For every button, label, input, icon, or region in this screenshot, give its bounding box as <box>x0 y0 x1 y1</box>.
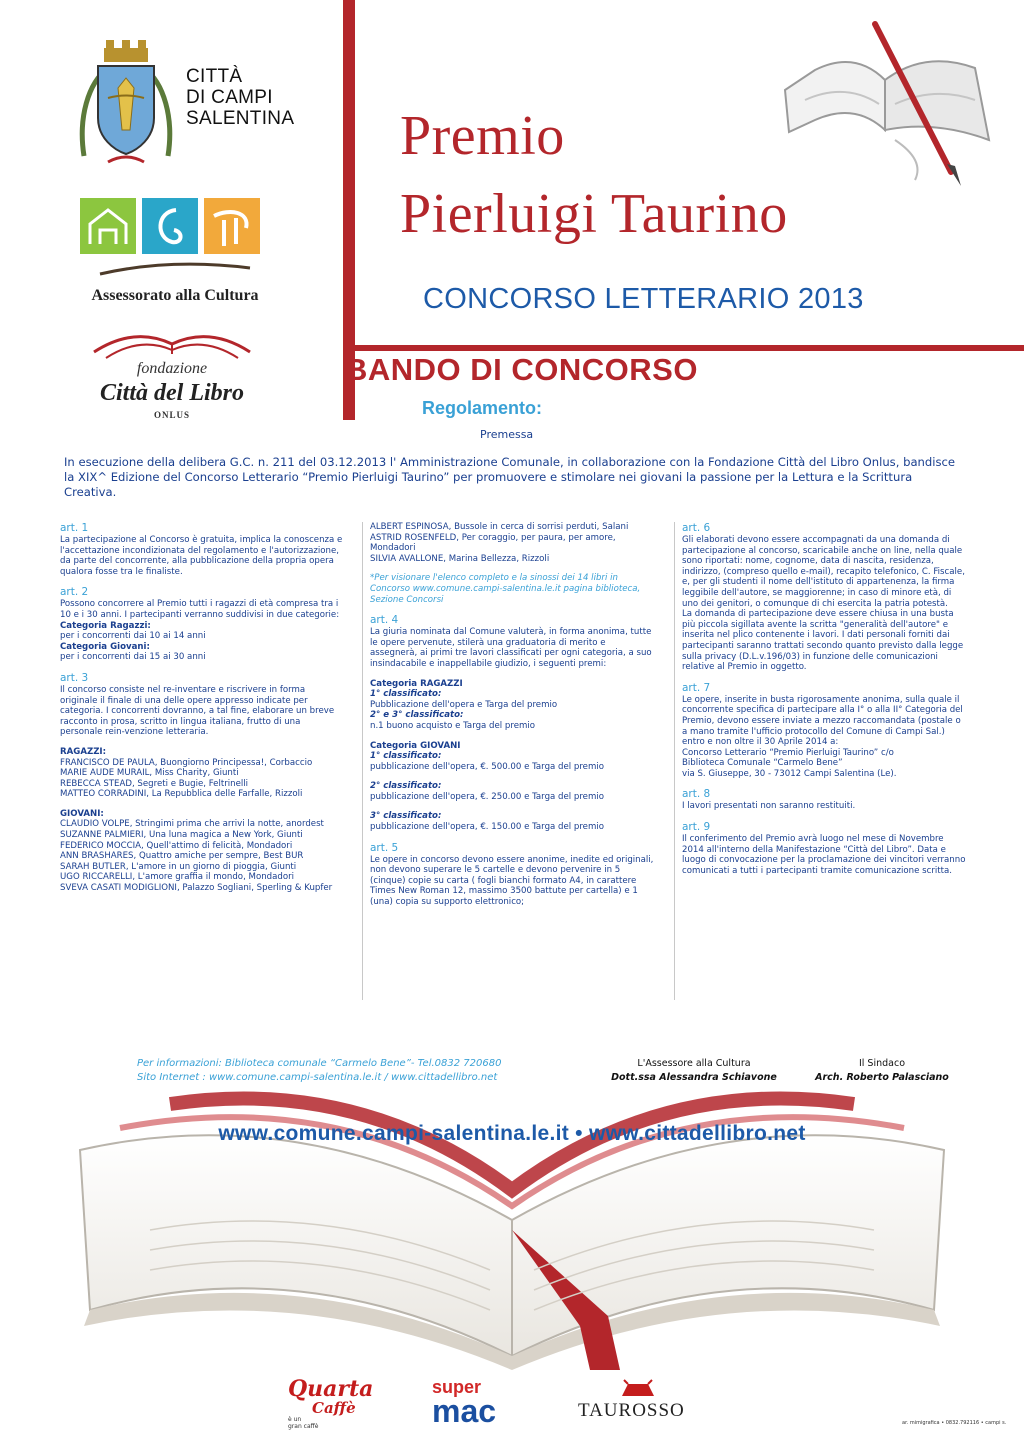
art1-heading: art. 1 <box>60 522 89 534</box>
book-item: ANN BRASHARES, Quattro amiche per sempre, Best BUR <box>60 851 304 862</box>
art7-heading: art. 7 <box>682 681 711 694</box>
address-line: Concorso Letterario “Premio Pierluigi Taurino” c/o <box>682 747 894 758</box>
contest-subtitle: CONCORSO LETTERARIO 2013 <box>423 283 864 315</box>
sindaco-signature: Il Sindaco Arch. Roberto Palasciano <box>815 1058 949 1083</box>
prize-heading: 1° classificato: <box>370 689 442 700</box>
art6-text-2: La domanda di partecipazione deve essere chiusa in una busta più piccola sigillata avente la scritta "generalità dell'autore" e inserita nel plico contenente i lavori. I dati personali forniti dai partecipanti saranno trattati secondo quanto previsto dalla legge sulla privacy (D.L.v.196/03) in funzione delle comunicazioni relative al Premio in oggetto. <box>682 609 964 673</box>
book-item: SILVIA AVALLONE, Marina Bellezza, Rizzoli <box>370 553 550 564</box>
cat-ragazzi-text: per i concorrenti dai 10 ai 14 anni <box>60 631 206 642</box>
art6-text: Gli elaborati devono essere accompagnati da una domanda di partecipazione al concorso, scaricabile anche on line, nella quale sono riportati: nome, cognome, data di nascita, residenza, indirizzo, (compreso quello e-mail), recapito telefonico, C. Fiscale, e, per gli studenti il nome dell'istituto di appartenenza, la firma leggibile dell'autore, se maggiorenne; in caso di minore età, di uno dei genitori, o comunque di chi esercita la patria potestà. <box>682 535 965 609</box>
book-item: SARAH BUTLER, L'amore in un giorno di pioggia, Giunti <box>60 861 297 872</box>
book-quill-icon <box>775 20 995 190</box>
column-separator <box>362 522 363 1000</box>
regolamento-heading: Regolamento: <box>422 398 543 418</box>
ragazzi-heading: RAGAZZI: <box>60 746 107 757</box>
book-item: MARIE AUDE MURAIL, Miss Charity, Giunti <box>60 768 239 779</box>
books-note: *Per visionare l'elenco completo e la sinossi dei 14 libri in Concorso www.comune.campi-salentina.le.it pagina biblioteca, Sezione Concorsi <box>370 573 641 605</box>
art1-text: La partecipazione al Concorso è gratuita, implica la conoscenza e l'accettazione incondizionata del regolamento e l'autorizzazione, da parte del concorrente, alla pubblicazione della propria opera qualora fosse tra le finaliste. <box>60 535 343 577</box>
art3-heading: art. 3 <box>60 671 89 684</box>
cat-giovani-label: Categoria Giovani: <box>60 641 150 652</box>
printer-credit: ar. mimigrafica • 0832.792116 • campi s. <box>902 1420 1007 1426</box>
fondazione-name: Città del Libro <box>100 380 244 406</box>
book-item: MATTEO CORRADINI, La Repubblica delle Farfalle, Rizzoli <box>60 789 303 800</box>
column-1 <box>60 522 345 894</box>
cat-giovani-text: per i concorrenti dai 15 ai 30 anni <box>60 652 206 663</box>
book-item: SVEVA CASATI MODIGLIONI, Palazzo Sogliani, Sperling & Kupfer <box>60 883 333 894</box>
art4-heading: art. 4 <box>370 614 399 627</box>
fondazione-onlus: ONLUS <box>153 410 190 420</box>
premessa-heading: Premessa <box>480 428 534 441</box>
address-line: Biblioteca Comunale “Carmelo Bene” <box>682 758 843 769</box>
cat-ragazzi-prizes: Categoria RAGAZZI <box>370 678 463 689</box>
cat-giovani-prizes: Categoria GIOVANI <box>370 740 461 751</box>
prize-heading: 1° classificato: <box>370 751 442 762</box>
assessorato-logo-icon <box>80 198 260 282</box>
assessorato-label: Assessorato alla Cultura <box>91 287 259 304</box>
art5-heading: art. 5 <box>370 841 399 854</box>
address-line: via S. Giuseppe, 30 - 73012 Campi Salentina (Le). <box>682 768 897 779</box>
art3-text: Il concorso consiste nel re-inventare e riscrivere in forma originale il finale di una delle opere appresso indicate per categoria. I concorrenti dovranno, a tal fine, elaborare un breve racconto in prosa, scritto in lingua italiana, frutto di una personale rein-venzione letteraria. <box>60 684 335 738</box>
prize-heading: 2° e 3° classificato: <box>370 710 464 721</box>
website-banner[interactable]: www.comune.campi-salentina.le.it • www.cittadellibro.net <box>218 1122 806 1145</box>
book-item: ASTRID ROSENFELD, Per coraggio, per paura, per amore, Mondadori <box>370 532 616 554</box>
title-line1: Premio <box>400 105 565 167</box>
info-block <box>137 1057 501 1085</box>
art8-text: I lavori presentati non saranno restituiti. <box>682 801 856 812</box>
book-item: UGO RICCARELLI, L'amore graffia il mondo, Mondadori <box>60 872 295 883</box>
info-line: Per informazioni: Biblioteca comunale “Carmelo Bene”- Tel.0832 720680 <box>137 1058 502 1069</box>
prize-text: pubblicazione dell'opera, €. 250.00 e Targa del premio <box>370 791 604 802</box>
art9-heading: art. 9 <box>682 821 711 834</box>
quarta-logo: Quarta Caffè è un gran caffè <box>288 1376 374 1430</box>
red-horizontal-bar <box>343 345 1024 351</box>
book-item: FEDERICO MOCCIA, Quell'attimo di felicità, Mondadori <box>60 840 293 851</box>
prize-text: pubblicazione dell'opera, €. 150.00 e Targa del premio <box>370 822 604 833</box>
fondazione-small-label: fondazione <box>136 360 208 377</box>
city-name: CITTÀ DI CAMPI SALENTINA <box>186 66 295 129</box>
art9-text: Il conferimento del Premio avrà luogo nel mese di Novembre 2014 all'interno della Manifestazione “Città del Libro”. Data e luogo di convocazione per la proclamazione dei vincitori verranno comunicati a tutti i partecipanti tramite comunicazione scritta. <box>682 834 966 876</box>
art6-heading: art. 6 <box>682 522 711 534</box>
art7-text: Le opere, inserite in busta rigorosamente anonima, sulla quale il concorrente specifica di partecipare alla I° o alla II° Categoria del Premio, devono essere inviate a mezzo raccomandata (postale o a mano tramite l'ufficio protocollo del Comune di Campi Sal.) entro e non oltre il 30 Aprile 2014 a: <box>682 694 963 748</box>
giovani-heading: GIOVANI: <box>60 808 104 819</box>
title-line2: Pierluigi Taurino <box>400 183 788 245</box>
assessore-signature: L'Assessore alla Cultura Dott.ssa Alessandra Schiavone <box>611 1058 777 1083</box>
cat-ragazzi-label: Categoria Ragazzi: <box>60 620 151 631</box>
prize-text: Pubblicazione dell'opera e Targa del premio <box>370 699 558 710</box>
art5-text: Le opere in concorso devono essere anonime, inedite ed originali, non devono superare le 5 cartelle e devono pervenire in 5 (cinque) copie su carta ( fogli bianchi formato A4, in carattere Times New Roman 12, massimo 3500 battute per cartella) e 1 (una) copia su supporto elettronico; <box>370 854 654 908</box>
prize-heading: 2° classificato: <box>370 781 442 792</box>
taurosso-bull-icon <box>618 1378 658 1400</box>
art2-text: Possono concorrere al Premio tutti i ragazzi di età compresa tra i 10 e i 30 anni. I partecipanti verranno suddivisi in due categorie: <box>60 599 340 620</box>
art4-text: La giuria nominata dal Comune valuterà, in forma anonima, tutte le opere pervenute, stilerà una graduatoria di merito e assegnerà, ai primi tre lavori classificati per ogni categoria, a suo insindacabile e inappellabile giudizio, i seguenti premi: <box>370 627 652 669</box>
column-2 <box>370 522 655 908</box>
taurosso-logo: TAUROSSO <box>578 1378 698 1438</box>
book-item: REBECCA STEAD, Segreti e Bugie, Feltrinelli <box>60 778 249 789</box>
prize-heading: 3° classificato: <box>370 811 442 822</box>
book-item: ALBERT ESPINOSA, Bussole in cerca di sorrisi perduti, Salani <box>370 522 629 532</box>
book-item: SUZANNE PALMIERI, Una luna magica a New York, Giunti <box>60 830 303 841</box>
info-line: Sito Internet : www.comune.campi-salentina.le.it / www.cittadellibro.net <box>137 1072 498 1083</box>
supermac-logo: super mac <box>432 1377 497 1429</box>
book-item: CLAUDIO VOLPE, Stringimi prima che arrivi la notte, anordest <box>60 819 324 830</box>
art2-heading: art. 2 <box>60 586 89 599</box>
prize-text: pubblicazione dell'opera, €. 500.00 e Targa del premio <box>370 761 604 772</box>
bando-heading: BANDO DI CONCORSO <box>345 352 698 387</box>
city-crest-icon <box>78 38 174 168</box>
column-3 <box>682 522 967 876</box>
column-separator <box>674 522 675 1000</box>
book-item: FRANCISCO DE PAULA, Buongiorno Principessa!, Corbaccio <box>60 757 313 768</box>
prize-text: n.1 buono acquisto e Targa del premio <box>370 720 536 731</box>
art8-heading: art. 8 <box>682 788 711 801</box>
premessa-text: In esecuzione della delibera G.C. n. 211 del 03.12.2013 l' Amministrazione Comunale, in collaborazione con la Fondazione Città del Libro Onlus, bandisce la XIX^ Edizione del Concorso Letterario “Premio Pierluigi Taurino” per promuovere e stimolare nei giovani la passione per la Lettura e la Scrittura Creativa. <box>64 455 956 499</box>
fondazione-book-icon <box>84 318 260 362</box>
